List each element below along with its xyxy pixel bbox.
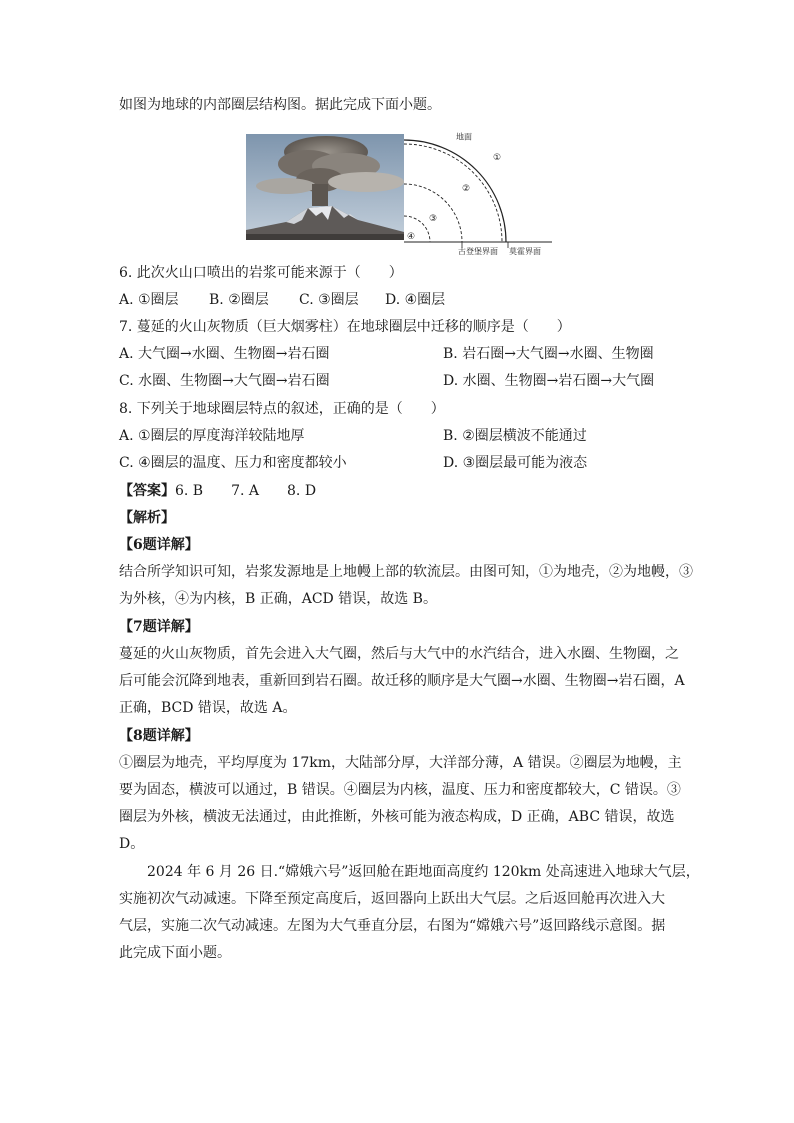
q7-option-b: B. 岩石圈→大气圈→水圈、生物圈 [443,346,654,362]
answer-text: 6. B 7. A 8. D [175,483,317,499]
intro-text: 如图为地球的内部圈层结构图。据此完成下面小题。 [119,97,441,113]
passage-line-4: 此完成下面小题。 [119,945,231,961]
q6-option-c: C. ③圈层 [299,292,359,308]
q6-option-b: B. ②圈层 [209,292,269,308]
q8-option-b: B. ②圈层横波不能通过 [443,428,587,444]
label-layer-2: ② [462,184,471,194]
d8-line-2: 要为固态，横波可以通过，B 错误。④圈层为内核，温度、压力和密度都较大，C 错误。③ [119,782,681,798]
passage-line-1: 2024 年 6 月 26 日.“嫦娥六号”返回舱在距地面高度约 120km 处高速进入地球大气层， [147,864,700,880]
q6-stem: 6. 此次火山口喷出的岩浆可能来源于（ ） [119,265,403,281]
label-surface: 地面 [456,132,472,142]
d6-line-2: 为外核，④为内核，B 正确，ACD 错误，故选 B。 [119,591,437,607]
layers-svg [404,130,558,258]
q7-option-d: D. 水圈、生物圈→岩石圈→大气圈 [443,373,655,389]
label-layer-1: ① [493,153,502,163]
q8-option-c: C. ④圈层的温度、压力和密度都较小 [119,455,347,471]
d7-line-1: 蔓延的火山灰物质，首先会进入大气圈，然后与大气中的水汽结合，进入水圈、生物圈，之 [119,646,679,662]
label-layer-3: ③ [429,214,438,224]
q7-option-a: A. 大气圈→水圈、生物圈→岩石圈 [119,346,330,362]
label-moho: 莫霍界面 [509,247,541,256]
q6-options [119,290,445,310]
q8-option-d: D. ③圈层最可能为液态 [443,455,588,471]
earth-layers-diagram [404,130,558,258]
q6-option-d: D. ④圈层 [385,292,446,308]
q6-option-a: A. ①圈层 [119,292,179,308]
q8-option-a: A. ①圈层的厚度海洋较陆地厚 [119,428,305,444]
answer-label: 【答案】 [119,483,175,499]
analysis-label: 【解析】 [119,510,175,526]
label-gutenberg: 古登堡界面 [458,247,498,256]
d8-line-1: ①圈层为地壳，平均厚度为 17km，大陆部分厚，大洋部分薄，A 错误。②圈层为地幔，主 [119,755,682,771]
moho-arc [404,144,502,242]
q7-stem: 7. 蔓延的火山灰物质（巨大烟雾柱）在地球圈层中迁移的顺序是（ ） [119,319,571,335]
d8-line-4: D。 [119,836,145,852]
label-layer-4: ④ [407,232,416,242]
d6-label: 【6题详解】 [119,537,199,553]
passage-line-3: 气层，实施二次气动减速。左图为大气垂直分层，右图为“嫦娥六号”返回路线示意图。据 [119,918,666,934]
passage-line-2: 实施初次气动减速。下降至预定高度后，返回器向上跃出大气层。之后返回舱再次进入大 [119,891,665,907]
q7-option-c: C. 水圈、生物圈→大气圈→岩石圈 [119,373,330,389]
d8-label: 【8题详解】 [119,728,199,744]
volcano-photo [246,134,404,240]
answer-line [119,481,316,501]
d7-label: 【7题详解】 [119,619,199,635]
d7-line-3: 正确，BCD 错误，故选 A。 [119,700,297,716]
earth-structure-figure [246,130,558,258]
d7-line-2: 后可能会沉降到地表，重新回到岩石圈。故迁移的顺序是大气圈→水圈、生物圈→岩石圈，A [119,673,685,689]
d8-line-3: 圈层为外核，横波无法通过，由此推断，外核可能为液态构成，D 正确，ABC 错误，故选 [119,809,675,825]
d6-line-1: 结合所学知识可知，岩浆发源地是上地幔上部的软流层。由图可知，①为地壳，②为地幔，③ [119,564,693,580]
surface-arc [404,140,506,242]
q8-stem: 8. 下列关于地球圈层特点的叙述，正确的是（ ） [119,401,445,417]
volcano-image [246,134,404,240]
